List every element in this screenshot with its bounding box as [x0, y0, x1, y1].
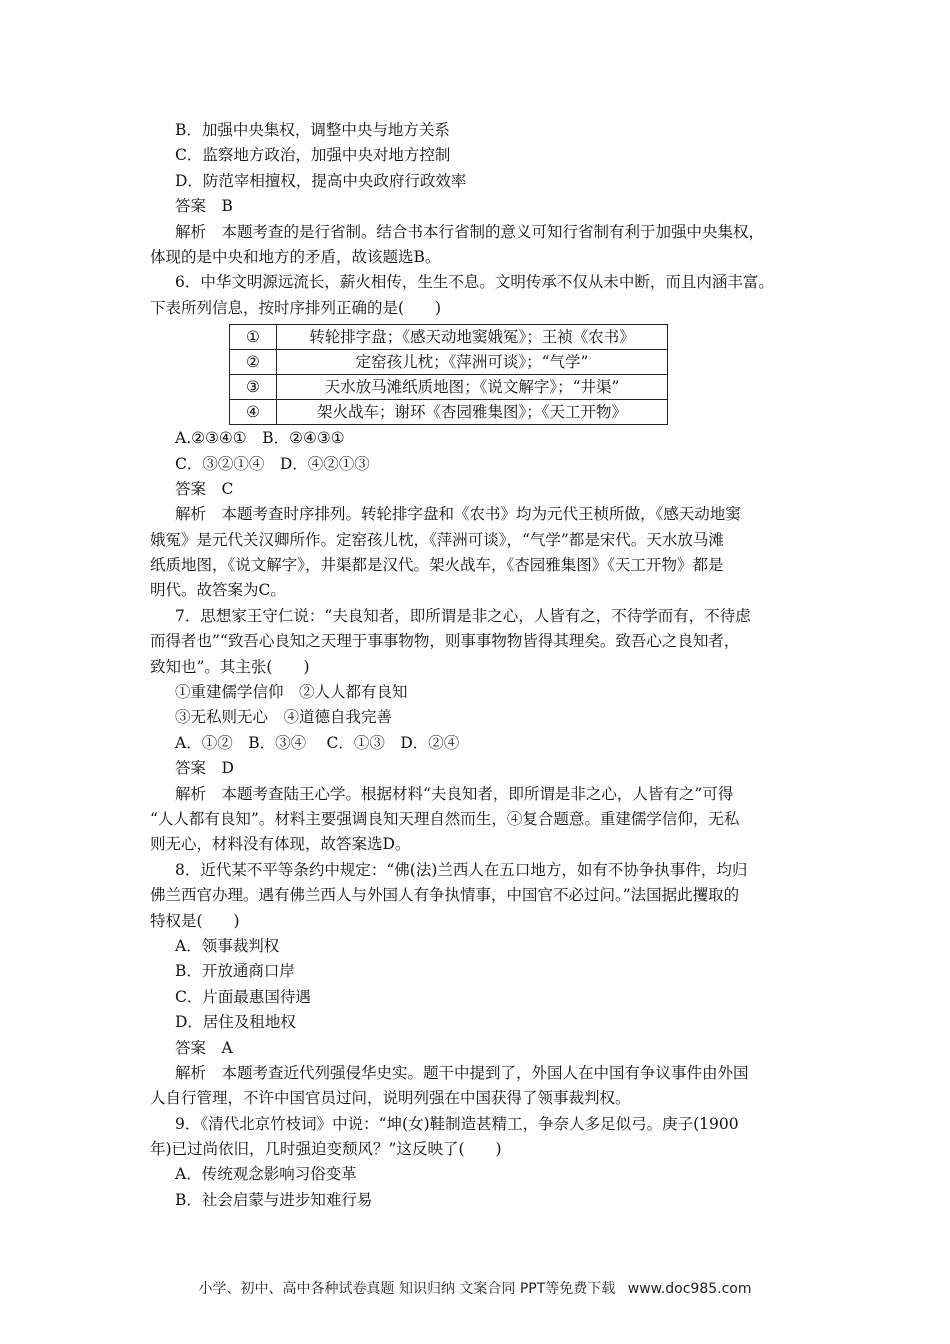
q8-option-c: C．片面最惠国待遇	[175, 987, 311, 1006]
q5-explanation-line1: 解析 本题考查的是行省制。结合书本行省制的意义可知行省制有利于加强中央集权，	[175, 222, 765, 241]
footer-link[interactable]: www.doc985.com	[627, 1281, 752, 1297]
q6-answer: 答案 C	[175, 479, 234, 498]
q5-explanation-line2: 体现的是中央和地方的矛盾，故该题选B。	[150, 247, 441, 266]
row-number: ②	[230, 350, 277, 375]
document-body	[150, 118, 820, 1213]
q6-explanation-line4: 明代。故答案为C。	[150, 581, 286, 600]
q5-option-b: B．加强中央集权，调整中央与地方关系	[175, 121, 450, 139]
q7-explanation-line2: “人人都有良知”。材料主要强调良知天理自然而生，④复合题意。重建儒学信仰，无私	[150, 809, 740, 828]
q8-option-b: B．开放通商口岸	[175, 962, 295, 981]
q8-stem-line2: 佛兰西官办理。遇有佛兰西人与外国人有争执情事，中国官不必过问。”法国据此攫取的	[150, 886, 740, 905]
q7-answer: 答案 D	[175, 759, 234, 778]
row-number: ③	[230, 375, 277, 400]
q9-option-b: B．社会启蒙与进步知难行易	[175, 1190, 373, 1209]
q9-option-a: A．传统观念影响习俗变革	[175, 1165, 357, 1184]
q7-stem-line2: 而得者也”“致吾心良知之天理于事事物物，则事事物物皆得其理矣。致吾心之良知者，	[150, 632, 740, 651]
footer-description: 小学、初中、高中各种试卷真题 知识归纳 文案合同 PPT等免费下载	[198, 1281, 616, 1297]
q8-option-d: D．居住及租地权	[175, 1013, 296, 1032]
q9-stem-line1: 9．《清代北京竹枝词》中说：“坤(女)鞋制造甚精工，争奈人多足似弓。庚子(1900	[175, 1114, 739, 1133]
table-row	[230, 350, 668, 375]
q6-explanation-line1: 解析 本题考查时序排列。转轮排字盘和《农书》均为元代王桢所做，《感天动地窦	[175, 505, 741, 524]
q8-explanation-line2: 人自行管理，不许中国官员过问，说明列强在中国获得了领事裁判权。	[150, 1089, 631, 1108]
q8-explanation-line1: 解析 本题考查近代列强侵华史实。题干中提到了，外国人在中国有争议事件由外国	[175, 1063, 749, 1082]
q6-stem-line2: 下表所列信息，按时序排列正确的是( )	[150, 298, 442, 317]
q7-items-line2: ③无私则无心 ④道德自我完善	[175, 708, 393, 727]
q5-option-c: C．监察地方政治，加强中央对地方控制	[175, 146, 451, 165]
q5-option-d: D．防范宰相擅权，提高中央政府行政效率	[175, 171, 467, 190]
q6-explanation-line2: 娥冤》是元代关汉卿所作。定窑孩儿枕，《萍洲可谈》，“气学”都是宋代。天水放马滩	[150, 530, 724, 549]
q6-explanation-line3: 纸质地图，《说文解字》，井渠都是汉代。架火战车，《杏园雅集图》《天工开物》都是	[150, 556, 724, 575]
row-text: 天水放马滩纸质地图；《说文解字》；“井渠”	[277, 375, 668, 400]
table-row	[230, 400, 668, 425]
q6-stem-line1: 6．中华文明源远流长，薪火相传，生生不息。文明传承不仅从未中断，而且内涵丰富。	[175, 273, 774, 292]
row-number: ①	[230, 325, 277, 350]
row-number: ④	[230, 400, 277, 425]
q6-table-wrapper	[175, 321, 820, 426]
q8-stem-line1: 8．近代某不平等条约中规定：“佛(法)兰西人在五口地方，如有不协争执事件，均归	[175, 860, 748, 879]
q9-stem-line2: 年)已过尚依旧，几时强迫变颓风？”这反映了( )	[150, 1140, 502, 1159]
q7-stem-line1: 7．思想家王守仁说：“夫良知者，即所谓是非之心，人皆有之，不待学而有，不待虑	[175, 606, 751, 625]
q6-options-line1: A.②③④① B．②④③①	[175, 429, 345, 448]
q7-explanation-line3: 则无心，材料没有体现，故答案选D。	[150, 835, 411, 854]
table-row	[230, 325, 668, 350]
page-footer	[0, 1278, 950, 1298]
q5-answer: 答案 B	[175, 197, 233, 216]
q7-options: A．①② B．③④ C．①③ D．②④	[175, 733, 460, 752]
q8-stem-line3: 特权是( )	[150, 911, 240, 930]
table-row	[230, 375, 668, 400]
q8-option-a: A．领事裁判权	[175, 936, 280, 955]
q6-options-line2: C．③②①④ D．④②①③	[175, 454, 370, 473]
q7-explanation-line1: 解析 本题考查陆王心学。根据材料“夫良知者，即所谓是非之心，人皆有之”可得	[175, 784, 734, 803]
q7-stem-line3: 致知也”。其主张( )	[150, 657, 310, 676]
q7-items-line1: ①重建儒学信仰 ②人人都有良知	[175, 683, 408, 702]
row-text: 转轮排字盘；《感天动地窦娥冤》；王祯《农书》	[277, 325, 668, 350]
row-text: 定窑孩儿枕；《萍洲可谈》；“气学”	[277, 350, 668, 375]
row-text: 架火战车；谢环《杏园雅集图》；《天工开物》	[277, 400, 668, 425]
q8-answer: 答案 A	[175, 1038, 233, 1057]
q6-info-table	[229, 324, 668, 425]
